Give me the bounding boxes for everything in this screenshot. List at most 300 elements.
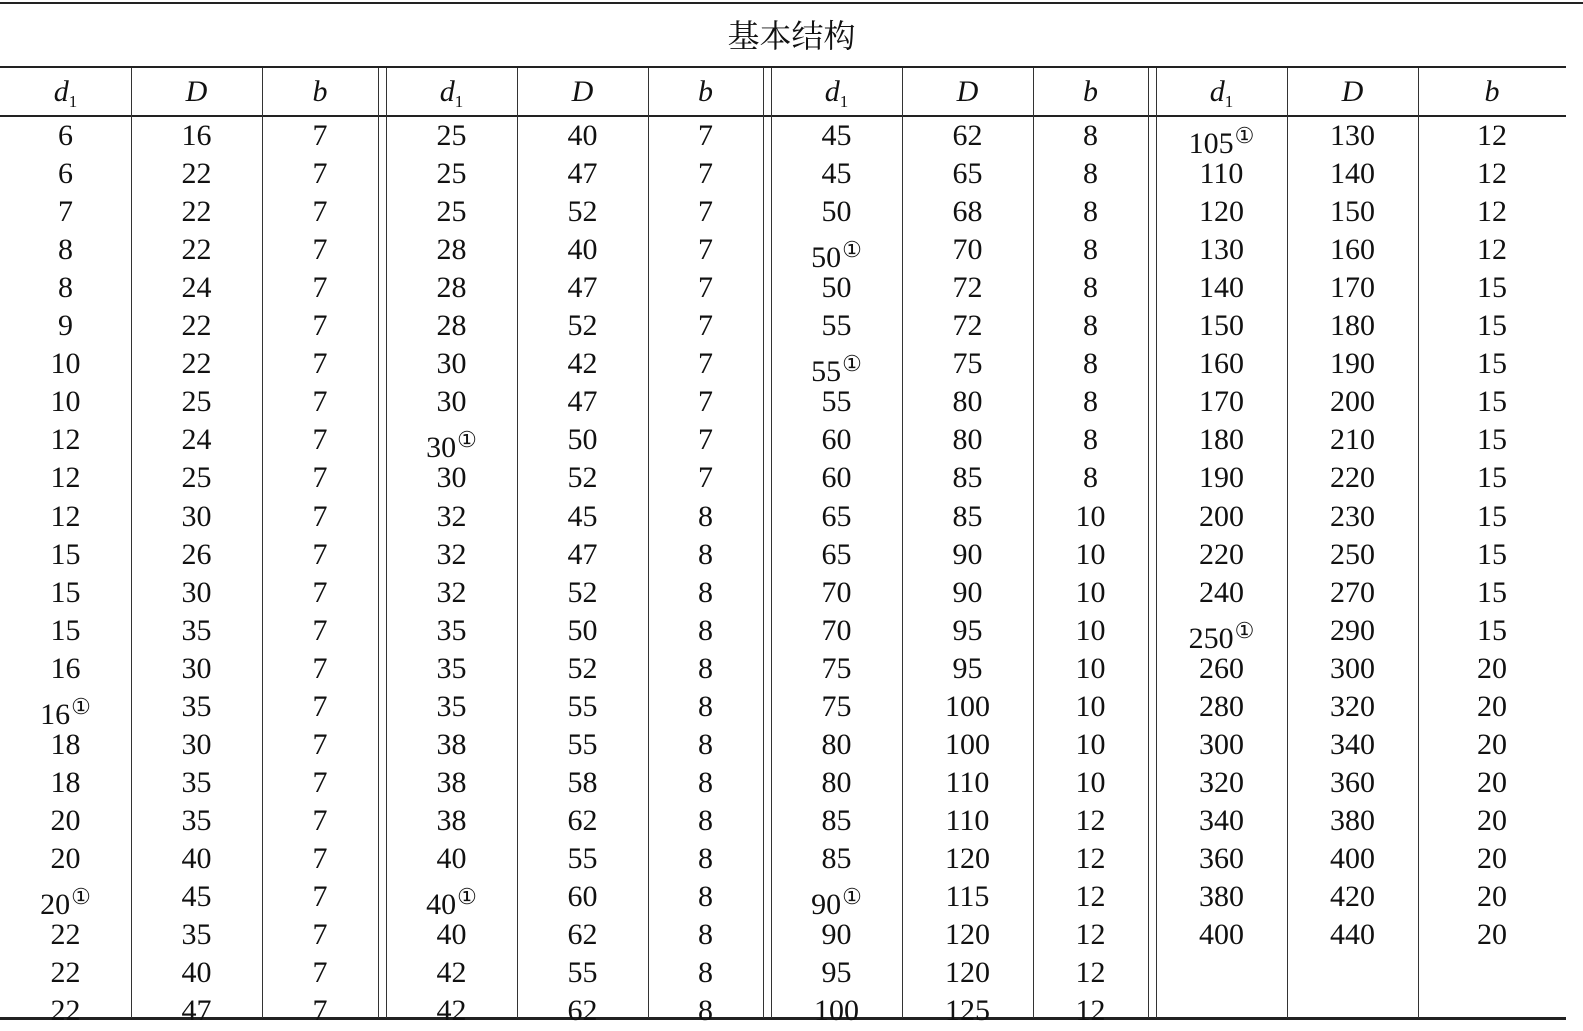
cell-value: 90 bbox=[952, 575, 983, 609]
cell-value: 20 bbox=[50, 841, 81, 875]
cell-value: 8 bbox=[698, 689, 713, 723]
cell-b bbox=[1033, 726, 1148, 764]
cell-value: 20 bbox=[1477, 651, 1507, 685]
cell-value: 30 bbox=[426, 431, 457, 465]
header-D-g4: D bbox=[1341, 75, 1364, 108]
cell-b bbox=[1033, 574, 1148, 612]
cell-value: 110 bbox=[945, 803, 990, 837]
cell-d1 bbox=[386, 992, 517, 1030]
cell-d1 bbox=[0, 574, 131, 612]
cell-d1 bbox=[771, 459, 902, 497]
cell-value: 115 bbox=[945, 880, 990, 913]
cell-value: 52 bbox=[567, 575, 598, 609]
cell-value: 62 bbox=[567, 803, 598, 837]
cell-d1 bbox=[0, 345, 131, 383]
cell-D bbox=[902, 764, 1033, 802]
cell-d1 bbox=[771, 726, 902, 764]
cell-value: 15 bbox=[50, 537, 81, 571]
cell-D bbox=[131, 840, 262, 878]
header-d-subscript: 1 bbox=[1224, 92, 1234, 111]
cell-b bbox=[648, 992, 763, 1030]
cell-b bbox=[262, 345, 378, 383]
cell-value: 50 bbox=[821, 271, 852, 305]
cell-value: 40 bbox=[567, 233, 598, 267]
cell-value: 8 bbox=[1083, 309, 1098, 343]
cell-d1 bbox=[1156, 688, 1287, 726]
cell-value: 35 bbox=[181, 918, 212, 952]
cell-D bbox=[1287, 916, 1418, 954]
cell-value: 190 bbox=[1330, 347, 1375, 381]
cell-D bbox=[902, 307, 1033, 345]
header-d-base: d bbox=[824, 75, 840, 108]
cell-b bbox=[648, 307, 763, 345]
cell-value: 340 bbox=[1330, 727, 1375, 761]
cell-d1 bbox=[386, 155, 517, 193]
cell-d1 bbox=[771, 155, 902, 193]
cell-D bbox=[902, 383, 1033, 421]
cell-value: 42 bbox=[436, 956, 467, 990]
cell-value: 8 bbox=[1083, 347, 1098, 381]
cell-d1 bbox=[386, 916, 517, 954]
cell-D bbox=[517, 802, 648, 840]
cell-d1 bbox=[386, 345, 517, 383]
cell-value: 8 bbox=[698, 803, 713, 837]
cell-b bbox=[262, 536, 378, 574]
cell-value: 70 bbox=[821, 575, 852, 609]
cell-value: 400 bbox=[1330, 841, 1375, 875]
cell-value: 8 bbox=[1083, 119, 1098, 152]
cell-value: 25 bbox=[436, 157, 467, 191]
cell-value: 9 bbox=[58, 309, 73, 343]
cell-value: 95 bbox=[952, 613, 983, 647]
cell-D bbox=[517, 307, 648, 345]
cell-d1 bbox=[386, 117, 517, 155]
cell-b bbox=[262, 193, 378, 231]
cell-value: 28 bbox=[436, 309, 467, 343]
cell-value: 50 bbox=[567, 423, 598, 457]
cell-b bbox=[262, 269, 378, 307]
cell-b bbox=[1033, 954, 1148, 992]
cell-d1 bbox=[0, 612, 131, 650]
cell-value: 30 bbox=[436, 347, 467, 381]
cell-b bbox=[1418, 155, 1566, 193]
cell-value: 25 bbox=[181, 461, 212, 495]
cell-b bbox=[648, 916, 763, 954]
cell-value: 260 bbox=[1199, 651, 1244, 685]
cell-value: 250 bbox=[1330, 537, 1375, 571]
cell-value: 8 bbox=[698, 994, 713, 1028]
cell-value: 20 bbox=[50, 803, 81, 837]
cell-b bbox=[1033, 269, 1148, 307]
cell-b bbox=[648, 231, 763, 269]
cell-value: 7 bbox=[698, 119, 713, 152]
cell-D bbox=[902, 726, 1033, 764]
cell-value: 7 bbox=[698, 271, 713, 305]
cell-b bbox=[1033, 688, 1148, 726]
cell-b bbox=[1418, 688, 1566, 726]
top-rule bbox=[0, 2, 1583, 4]
cell-d1 bbox=[386, 612, 517, 650]
cell-value: 20 bbox=[1477, 803, 1507, 837]
cell-D bbox=[131, 802, 262, 840]
cell-b bbox=[1033, 878, 1148, 916]
cell-d1 bbox=[1156, 612, 1287, 655]
cell-value: 8 bbox=[698, 841, 713, 875]
cell-b bbox=[262, 117, 378, 155]
cell-value: 250 bbox=[1188, 621, 1234, 655]
cell-b bbox=[262, 840, 378, 878]
cell-value: 15 bbox=[50, 613, 81, 647]
cell-value: 12 bbox=[1477, 233, 1507, 267]
cell-D bbox=[517, 498, 648, 536]
cell-D bbox=[131, 726, 262, 764]
cell-b bbox=[1033, 459, 1148, 497]
cell-value: 7 bbox=[698, 347, 713, 381]
footnote-mark: ① bbox=[842, 884, 862, 909]
cell-value: 65 bbox=[952, 157, 983, 191]
cell-D bbox=[902, 269, 1033, 307]
cell-value: 65 bbox=[821, 537, 852, 571]
cell-value: 55 bbox=[567, 727, 598, 761]
cell-d1 bbox=[0, 992, 131, 1030]
cell-value: 220 bbox=[1199, 537, 1244, 571]
cell-value: 7 bbox=[312, 461, 328, 495]
cell-value: 110 bbox=[1199, 157, 1244, 191]
cell-value: 47 bbox=[181, 994, 212, 1028]
cell-d1 bbox=[1156, 764, 1287, 802]
cell-D bbox=[1287, 878, 1418, 916]
cell-d1 bbox=[0, 954, 131, 992]
cell-value: 38 bbox=[436, 765, 467, 799]
cell-d1 bbox=[0, 498, 131, 536]
cell-value: 320 bbox=[1330, 689, 1375, 723]
cell-b bbox=[262, 498, 378, 536]
cell-value: 140 bbox=[1199, 271, 1244, 305]
cell-b bbox=[262, 916, 378, 954]
cell-value: 7 bbox=[698, 461, 713, 495]
cell-value: 22 bbox=[181, 195, 212, 229]
cell-d1 bbox=[386, 802, 517, 840]
cell-d1 bbox=[771, 954, 902, 992]
header-D-g3: D bbox=[956, 75, 979, 108]
cell-d1 bbox=[771, 117, 902, 155]
cell-value: 35 bbox=[436, 651, 467, 685]
cell-value: 85 bbox=[821, 841, 852, 875]
cell-b bbox=[262, 992, 378, 1030]
table-title: 基本结构 bbox=[727, 18, 856, 54]
cell-b bbox=[1033, 345, 1148, 383]
cell-d1 bbox=[386, 421, 517, 465]
footnote-mark: ① bbox=[842, 351, 862, 377]
cell-b bbox=[648, 155, 763, 193]
cell-d1 bbox=[0, 155, 131, 193]
cell-value: 72 bbox=[952, 271, 983, 305]
cell-value: 8 bbox=[1083, 195, 1098, 229]
cell-value: 75 bbox=[821, 689, 852, 723]
cell-value: 10 bbox=[1075, 499, 1106, 533]
cell-value: 52 bbox=[567, 195, 598, 229]
cell-value: 130 bbox=[1199, 233, 1244, 267]
cell-value: 20 bbox=[1477, 841, 1507, 875]
cell-value: 42 bbox=[567, 347, 598, 381]
cell-b bbox=[1418, 536, 1566, 574]
cell-b bbox=[1418, 612, 1566, 650]
cell-value: 22 bbox=[181, 309, 212, 343]
cell-D bbox=[1287, 459, 1418, 497]
cell-D bbox=[517, 916, 648, 954]
cell-value: 380 bbox=[1330, 803, 1375, 837]
cell-D bbox=[1287, 574, 1418, 612]
cell-value: 68 bbox=[952, 195, 983, 229]
cell-b bbox=[262, 612, 378, 650]
cell-value: 10 bbox=[50, 347, 81, 381]
cell-D bbox=[131, 459, 262, 497]
cell-D bbox=[1287, 421, 1418, 459]
cell-value: 70 bbox=[952, 233, 983, 267]
cell-b bbox=[1033, 650, 1148, 688]
cell-b bbox=[648, 764, 763, 802]
cell-b bbox=[262, 459, 378, 497]
cell-value: 380 bbox=[1199, 880, 1244, 913]
cell-d1 bbox=[1156, 193, 1287, 231]
cell-D bbox=[902, 498, 1033, 536]
cell-D bbox=[1287, 269, 1418, 307]
cell-value: 120 bbox=[945, 956, 990, 990]
cell-d1 bbox=[1156, 498, 1287, 536]
cell-b bbox=[1418, 421, 1566, 459]
cell-value: 7 bbox=[312, 347, 328, 381]
cell-D bbox=[131, 764, 262, 802]
cell-value: 55 bbox=[567, 841, 598, 875]
cell-value: 38 bbox=[436, 727, 467, 761]
cell-b bbox=[262, 726, 378, 764]
cell-value: 12 bbox=[1075, 803, 1106, 837]
cell-value: 12 bbox=[1075, 956, 1106, 990]
header-b-g3: b bbox=[1083, 75, 1098, 108]
cell-d1 bbox=[771, 992, 902, 1030]
cell-value: 24 bbox=[181, 271, 212, 305]
cell-value: 300 bbox=[1199, 727, 1244, 761]
cell-value: 28 bbox=[436, 233, 467, 267]
cell-d1 bbox=[386, 574, 517, 612]
column-rule bbox=[763, 68, 764, 1018]
cell-value: 7 bbox=[698, 423, 713, 457]
cell-d1 bbox=[771, 574, 902, 612]
cell-value: 100 bbox=[945, 689, 990, 723]
cell-b bbox=[1418, 117, 1566, 155]
cell-b bbox=[648, 574, 763, 612]
cell-value: 26 bbox=[181, 537, 212, 571]
header-d-base: d bbox=[53, 75, 69, 108]
cell-b bbox=[1033, 764, 1148, 802]
cell-value: 12 bbox=[1477, 157, 1507, 191]
cell-value: 24 bbox=[181, 423, 212, 457]
cell-d1 bbox=[386, 231, 517, 269]
cell-value: 10 bbox=[1075, 765, 1106, 799]
cell-D bbox=[517, 954, 648, 992]
cell-D bbox=[1287, 764, 1418, 802]
cell-value: 16 bbox=[181, 119, 212, 152]
cell-value: 15 bbox=[1477, 537, 1507, 571]
cell-value: 440 bbox=[1330, 918, 1375, 952]
cell-value: 52 bbox=[567, 461, 598, 495]
cell-d1 bbox=[0, 117, 131, 155]
cell-b bbox=[1033, 536, 1148, 574]
cell-value: 10 bbox=[1075, 727, 1106, 761]
column-rule bbox=[1148, 68, 1149, 1018]
cell-d1 bbox=[386, 878, 517, 921]
cell-value: 45 bbox=[567, 499, 598, 533]
header-D-g2: D bbox=[571, 75, 594, 108]
cell-D bbox=[902, 421, 1033, 459]
cell-b bbox=[648, 536, 763, 574]
cell-D bbox=[131, 612, 262, 650]
cell-D bbox=[131, 117, 262, 155]
footnote-mark: ① bbox=[1234, 617, 1255, 643]
column-rule bbox=[378, 68, 379, 1018]
cell-d1 bbox=[771, 688, 902, 726]
cell-D bbox=[902, 954, 1033, 992]
cell-value: 130 bbox=[1330, 119, 1375, 152]
cell-value: 50 bbox=[567, 613, 598, 647]
cell-value: 32 bbox=[436, 575, 467, 609]
cell-value: 8 bbox=[58, 233, 73, 267]
cell-value: 60 bbox=[821, 423, 852, 457]
cell-D bbox=[517, 650, 648, 688]
cell-d1 bbox=[0, 307, 131, 345]
cell-b bbox=[648, 802, 763, 840]
cell-value: 10 bbox=[1075, 613, 1106, 647]
cell-d1 bbox=[386, 459, 517, 497]
header-d1-g3 bbox=[771, 72, 902, 112]
cell-D bbox=[131, 650, 262, 688]
cell-b bbox=[1418, 269, 1566, 307]
cell-d1 bbox=[386, 840, 517, 878]
cell-value: 22 bbox=[181, 233, 212, 267]
cell-value: 170 bbox=[1199, 385, 1244, 419]
cell-b bbox=[1418, 650, 1566, 688]
cell-d1 bbox=[771, 612, 902, 650]
cell-d1 bbox=[771, 269, 902, 307]
cell-b bbox=[262, 802, 378, 840]
cell-value: 7 bbox=[312, 765, 328, 799]
cell-d1 bbox=[386, 688, 517, 726]
cell-value: 8 bbox=[1083, 271, 1098, 305]
cell-D bbox=[1287, 612, 1418, 650]
cell-b bbox=[1033, 307, 1148, 345]
cell-D bbox=[517, 269, 648, 307]
cell-b bbox=[262, 307, 378, 345]
cell-value: 12 bbox=[50, 461, 81, 495]
cell-value: 210 bbox=[1330, 423, 1375, 457]
cell-D bbox=[1287, 231, 1418, 269]
cell-b bbox=[648, 383, 763, 421]
cell-value: 12 bbox=[1075, 841, 1106, 875]
cell-value: 22 bbox=[181, 347, 212, 381]
cell-value: 75 bbox=[952, 347, 983, 381]
cell-value: 8 bbox=[698, 651, 713, 685]
cell-value: 15 bbox=[1477, 385, 1507, 419]
cell-D bbox=[1287, 307, 1418, 345]
cell-d1 bbox=[1156, 878, 1287, 916]
cell-D bbox=[902, 536, 1033, 574]
cell-value: 22 bbox=[181, 157, 212, 191]
cell-b bbox=[1033, 612, 1148, 650]
cell-D bbox=[131, 992, 262, 1030]
cell-d1 bbox=[771, 498, 902, 536]
cell-D bbox=[517, 878, 648, 916]
cell-D bbox=[517, 193, 648, 231]
cell-D bbox=[902, 612, 1033, 650]
cell-value: 15 bbox=[1477, 499, 1507, 533]
cell-D bbox=[1287, 498, 1418, 536]
cell-value: 22 bbox=[50, 956, 81, 990]
footnote-mark: ① bbox=[1234, 123, 1255, 148]
cell-value: 47 bbox=[567, 537, 598, 571]
cell-value: 15 bbox=[1477, 423, 1507, 457]
cell-value: 90 bbox=[952, 537, 983, 571]
cell-value: 55 bbox=[811, 355, 842, 389]
cell-value: 35 bbox=[436, 689, 467, 723]
cell-D bbox=[131, 574, 262, 612]
cell-value: 62 bbox=[952, 119, 983, 152]
cell-value: 35 bbox=[181, 613, 212, 647]
cell-b bbox=[1033, 498, 1148, 536]
cell-b bbox=[1418, 916, 1566, 954]
cell-value: 47 bbox=[567, 385, 598, 419]
cell-b bbox=[1418, 802, 1566, 840]
cell-value: 72 bbox=[952, 309, 983, 343]
cell-D bbox=[1287, 193, 1418, 231]
cell-d1 bbox=[0, 878, 131, 921]
cell-value: 100 bbox=[814, 994, 859, 1028]
cell-b bbox=[648, 117, 763, 155]
cell-value: 7 bbox=[312, 727, 328, 761]
cell-value: 7 bbox=[312, 689, 328, 723]
cell-D bbox=[902, 878, 1033, 916]
cell-value: 90 bbox=[811, 888, 842, 921]
cell-value: 20 bbox=[1477, 765, 1507, 799]
cell-value: 20 bbox=[1477, 727, 1507, 761]
cell-value: 10 bbox=[1075, 537, 1106, 571]
cell-d1 bbox=[0, 383, 131, 421]
cell-value: 40 bbox=[181, 956, 212, 990]
header-d-subscript: 1 bbox=[839, 92, 849, 111]
cell-value: 18 bbox=[50, 765, 81, 799]
cell-d1 bbox=[1156, 421, 1287, 459]
cell-b bbox=[262, 878, 378, 916]
cell-value: 8 bbox=[1083, 423, 1098, 457]
cell-D bbox=[902, 345, 1033, 383]
cell-value: 200 bbox=[1330, 385, 1375, 419]
cell-D bbox=[517, 764, 648, 802]
cell-value: 40 bbox=[181, 841, 212, 875]
header-d1-g4 bbox=[1156, 72, 1287, 112]
cell-d1 bbox=[386, 726, 517, 764]
cell-d1 bbox=[771, 231, 902, 275]
cell-D bbox=[131, 878, 262, 916]
cell-d1 bbox=[386, 650, 517, 688]
cell-value: 7 bbox=[312, 575, 328, 609]
cell-d1 bbox=[771, 802, 902, 840]
cell-value: 40 bbox=[426, 888, 457, 921]
cell-value: 110 bbox=[945, 765, 990, 799]
cell-value: 7 bbox=[312, 956, 328, 990]
cell-b bbox=[1033, 193, 1148, 231]
cell-value: 38 bbox=[436, 803, 467, 837]
cell-value: 20 bbox=[1477, 918, 1507, 952]
cell-value: 15 bbox=[50, 575, 81, 609]
